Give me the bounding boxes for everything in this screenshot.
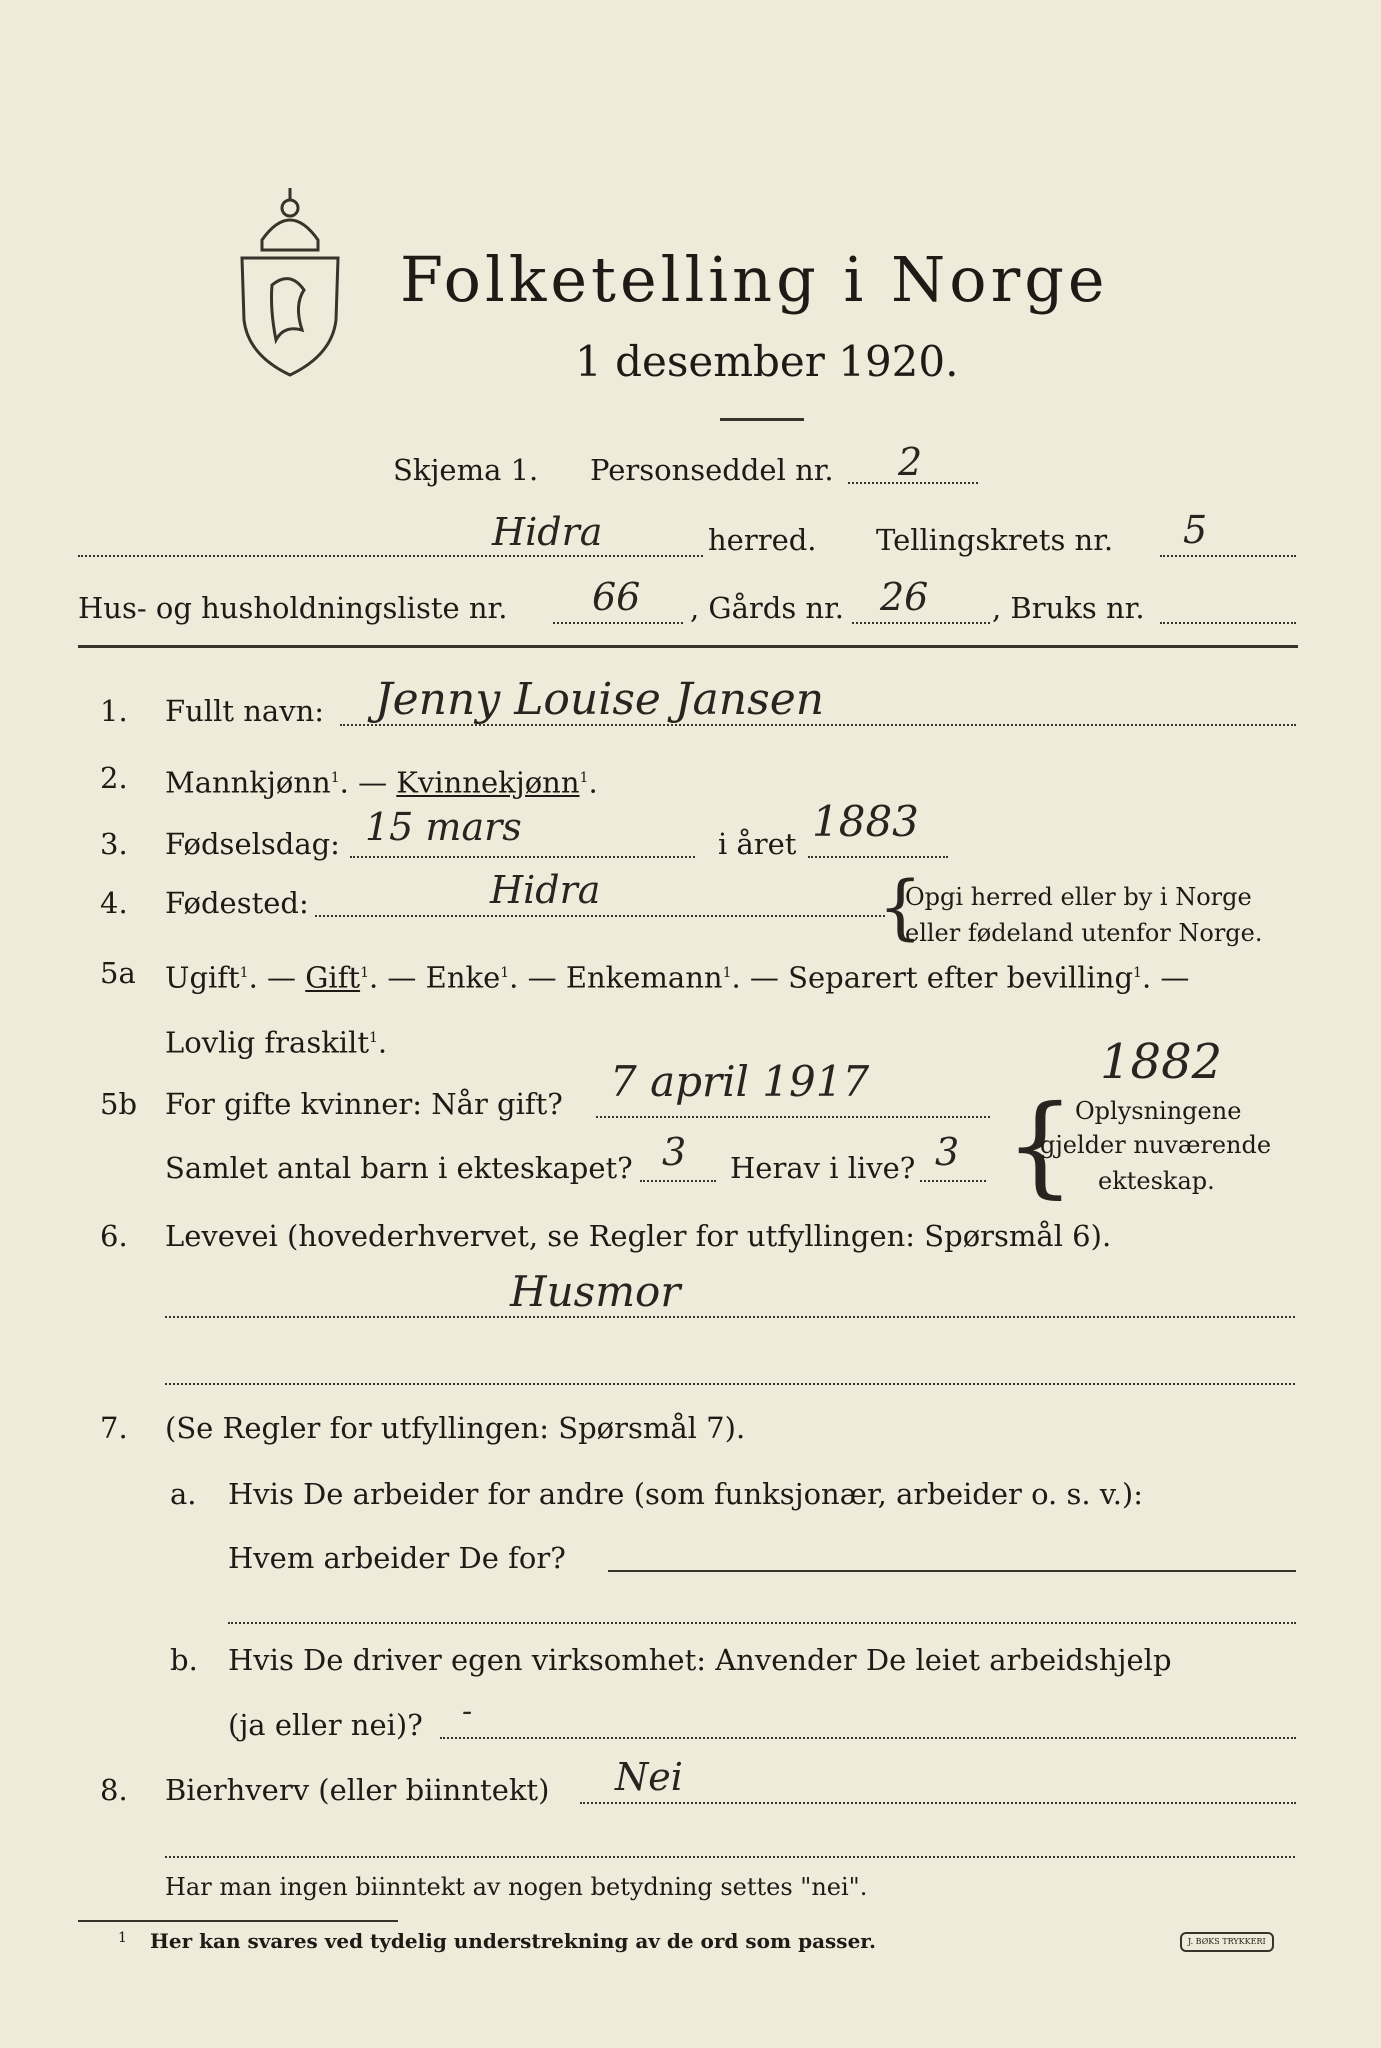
q1-number: 1. [100,694,128,728]
q5a-gift: Gift [305,960,361,995]
q7-number: 7. [100,1411,128,1445]
personseddel-label: Personseddel nr. [590,453,834,487]
herred-value: Hidra [492,510,603,554]
q5a-text: Ugift$^1$. — Gift$^1$. — Enke$^1$. — Enkemann$^1$. — Separert efter bevilling$^1$. — [165,960,1190,995]
q5a-ugift: Ugift [165,960,240,995]
q6-line-2 [165,1383,1295,1385]
q8-number: 8. [100,1773,128,1807]
q5b-note-2: gjelder nuværende [1040,1131,1272,1159]
q6-value: Husmor [510,1267,681,1316]
q7b-text: Hvis De driver egen virksomhet: Anvender De leiet arbeidshjelp [228,1643,1172,1677]
q8-label: Bierhverv (eller biinntekt) [165,1773,550,1807]
q1-label: Fullt navn: [165,694,325,728]
printer-stamp: J. BØKS TRYKKERI [1180,1932,1274,1952]
q2-text: Mannkjønn$^1$. — Kvinnekjønn$^1$. [165,765,598,800]
q3-year-label: i året [718,827,797,861]
q5a-number: 5a [100,956,136,990]
gards-value: 26 [880,575,929,619]
q7a-line-2 [228,1622,1296,1624]
herred-line [78,555,703,557]
q7b-question: (ja eller nei)? [228,1708,423,1742]
divider [720,418,804,421]
q5a-gift-footnote-ref: 1 [360,965,369,981]
q5a-enke-footnote-ref: 1 [500,965,510,981]
footnote: Her kan svares ved tydelig understrekning av de ord som passer. [150,1929,876,1953]
q7a-question: Hvem arbeider De for? [228,1541,566,1575]
tellingskrets-label: Tellingskrets nr. [876,523,1114,557]
q4-label: Fødested: [165,886,309,920]
q5b-line [596,1116,990,1118]
q7b-value: - [462,1694,473,1729]
q7a-line-1 [608,1570,1296,1572]
header-rule [78,645,1298,648]
q5b-barn-line [640,1180,716,1182]
q3-year-line [808,856,948,858]
form-date: 1 desember 1920. [575,337,959,386]
herred-label: herred. [708,523,817,557]
tellingskrets-line [1160,555,1296,557]
personseddel-value: 2 [898,440,923,484]
q6-label: Levevei (hovederhvervet, se Regler for utfyllingen: Spørsmål 6). [165,1219,1112,1253]
q5b-barn-value: 3 [662,1130,687,1174]
bruks-label: , Bruks nr. [992,591,1145,625]
q5b-value: 7 april 1917 [610,1057,870,1106]
hus-value: 66 [592,575,641,619]
q2-male-footnote-ref: 1 [330,770,340,786]
hus-label: Hus- og husholdningsliste nr. [78,591,508,625]
q5b-note-1: Oplysningene [1075,1097,1242,1125]
q2-dash: — [358,765,388,800]
footer-note: Har man ingen biinntekt av nogen betydning settes "nei". [165,1873,868,1901]
q5a-enke: Enke [425,960,501,995]
q5a-text-2: Lovlig fraskilt$^1$. [165,1025,388,1060]
q5b-label: For gifte kvinner: Når gift? [165,1087,563,1121]
q5a-separert-footnote-ref: 1 [1133,965,1142,981]
q6-line-1 [165,1316,1295,1318]
q3-line [350,856,695,858]
q2-number: 2. [100,761,128,795]
q7b-letter: b. [170,1643,198,1677]
q7a-letter: a. [170,1477,197,1511]
q4-value: Hidra [490,868,601,912]
q8-line [580,1802,1296,1804]
q7-label: (Se Regler for utfyllingen: Spørsmål 7). [165,1411,746,1445]
q3-year-value: 1883 [812,797,919,846]
q3-value: 15 mars [365,805,522,849]
q5b-barn-label: Samlet antal barn i ekteskapet? [165,1151,633,1185]
q8-value: Nei [615,1755,683,1799]
q3-label: Fødselsdag: [165,827,340,861]
q8-line-2 [165,1856,1295,1858]
q5a-fraskilt-footnote-ref: 1 [368,1030,378,1046]
q5b-number: 5b [100,1087,138,1121]
q7a-text: Hvis De arbeider for andre (som funksjonær, arbeider o. s. v.): [228,1477,1144,1511]
q3-number: 3. [100,827,128,861]
q5b-live-value: 3 [935,1130,960,1174]
q5a-ugift-footnote-ref: 1 [239,965,249,981]
q5b-year-note: 1882 [1100,1034,1223,1090]
q2-female: Kvinnekjønn [396,765,580,800]
hus-line [553,622,683,624]
tellingskrets-value: 5 [1183,508,1208,552]
q4-note-1: Opgi herred eller by i Norge [905,883,1252,911]
gards-label: , Gårds nr. [690,591,844,625]
q5b-brace: { [1005,1081,1075,1209]
q4-brace: { [878,866,923,948]
coat-of-arms-icon [232,180,348,380]
footer-rule [78,1920,398,1922]
q4-note-2: eller fødeland utenfor Norge. [905,919,1263,947]
q5b-note-3: ekteskap. [1098,1167,1215,1195]
footnote-mark: 1 [118,1930,127,1946]
form-title: Folketelling i Norge [400,243,1109,316]
bruks-line [1160,622,1296,624]
q7b-line [440,1737,1296,1739]
schema-label: Skjema 1. [393,453,539,487]
q2-male: Mannkjønn [165,765,331,800]
q4-number: 4. [100,886,128,920]
gards-line [852,622,990,624]
q5b-live-label: Herav i live? [730,1151,916,1185]
q5a-enkemann: Enkemann [565,960,723,995]
q4-line [315,915,885,917]
q1-value: Jenny Louise Jansen [375,674,825,725]
q5a-separert: Separert efter bevilling [788,960,1134,995]
q5a-enkemann-footnote-ref: 1 [722,965,732,981]
q5b-live-line [920,1180,986,1182]
q2-female-footnote-ref: 1 [579,770,589,786]
q6-number: 6. [100,1219,128,1253]
q5a-fraskilt: Lovlig fraskilt [165,1025,369,1060]
